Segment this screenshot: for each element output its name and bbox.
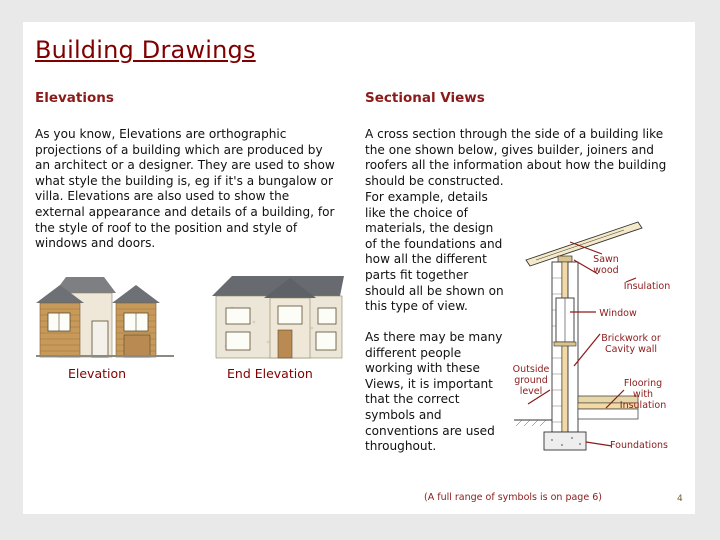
label-insulation: Insulation [623,281,671,292]
page-title: Building Drawings [35,36,256,64]
label-outside-ground-level: Outside ground level [512,364,550,397]
label-flooring: Flooring with Insulation [619,378,667,411]
sectional-paragraph-2: For example, details like the choice of materials, the design of the foundations and how all the different parts fit together should all be shown on this type of view. [365,190,504,314]
symbols-footnote: (A full range of symbols is on page 6) [424,492,602,503]
label-brickwork: Brickwork or Cavity wall [601,333,661,355]
sectional-paragraph-3: As there may be many different people working with these Views, it is important that the correct symbols and conventions are used throughout. [365,330,503,454]
label-window: Window [599,308,637,319]
elevation-caption: Elevation [68,366,127,381]
sectional-paragraph-1: A cross section through the side of a building like the one shown below, gives builder, joiners and roofers all the information about how the building should be constructed. [365,127,667,188]
elevations-paragraph: As you know, Elevations are orthographic projections of a building which are produced by an architect or a designer. They are used to show what style the building is, eg if it's a bungalow or villa. Elevations are also used to show the external appearance and details of a building, for the style of roof to the position and style of windows and doors. [35,127,335,251]
label-sawn-wood: Sawn wood [593,254,619,276]
elevation-illustration [36,263,174,357]
end-elevation-caption: End Elevation [227,366,313,381]
label-foundations: Foundations [610,440,668,451]
page-number: 4 [677,494,683,504]
end-elevation-illustration [212,262,348,358]
sectional-views-heading: Sectional Views [365,90,485,106]
elevations-heading: Elevations [35,90,114,106]
